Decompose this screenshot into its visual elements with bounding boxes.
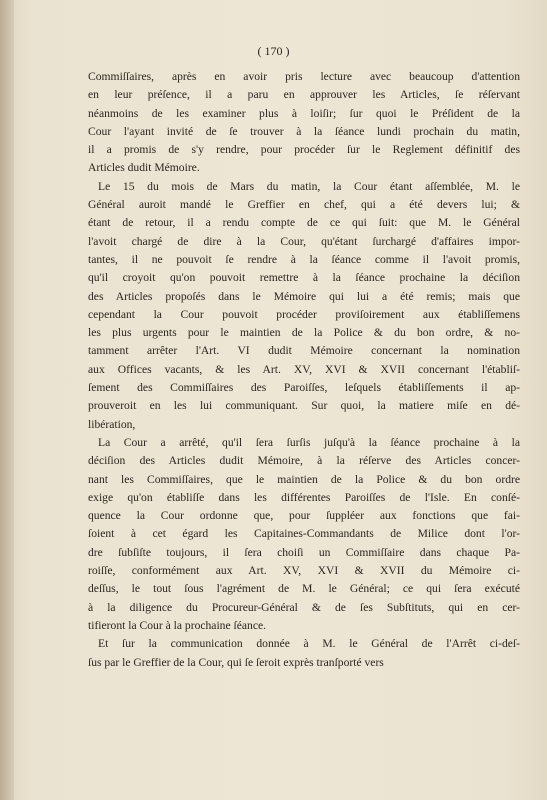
text-line: Commiſſaires, après en avoir pris lecture avec beaucoup d'attention bbox=[88, 70, 520, 83]
text-line: deſſus, le tout ſous l'agrément de M. le Général; ce qui ſera exécuté bbox=[88, 582, 520, 596]
text-line: ſement des Commiſſaires des Paroiſſes, leſquels établiſſements il ap- bbox=[88, 381, 520, 395]
paragraph bbox=[88, 68, 520, 178]
text-line: en leur préſence, il a paru en approuver les Articles, ſe réſervant bbox=[88, 88, 520, 102]
text-line: tifieront la Cour à la prochaine ſéance. bbox=[88, 618, 267, 632]
text-line: étant de retour, il a rendu compte de ce qui ſuit: que M. le Général bbox=[88, 216, 520, 230]
text-line: les plus urgents pour le maintien de la Police & du bon ordre, & no- bbox=[88, 326, 520, 340]
text-line: aux Offices vacants, & les Art. XV, XVI & XVII concernant l'établiſ- bbox=[88, 362, 520, 376]
text-line: nant les Commiſſaires, que le maintien de la Police & du bon ordre bbox=[88, 472, 520, 486]
text-line: Articles dudit Mémoire. bbox=[88, 161, 200, 175]
text-line: prouveroit en les lui communiquant. Sur quoi, la matiere miſe en dé- bbox=[88, 399, 520, 413]
text-line: déciſion des Articles dudit Mémoire, à la réſerve des Articles concer- bbox=[88, 454, 520, 468]
text-line: qu'il croyoit qu'on pouvoit remettre à la ſéance prochaine la déciſion bbox=[88, 271, 520, 285]
text-line: il a promis de s'y rendre, pour procéder ſur le Reglement définitif des bbox=[88, 143, 520, 157]
text-line: Le 15 du mois de Mars du matin, la Cour étant aſſemblée, M. le bbox=[98, 179, 520, 193]
text-line: La Cour a arrêté, qu'il ſera ſurſis juſqu'à la ſéance prochaine à la bbox=[98, 435, 520, 449]
text-line: tantes, il ne pouvoit ſe rendre à la ſéance comme il l'avoit promis, bbox=[88, 252, 520, 266]
text-line: libération, bbox=[88, 417, 136, 431]
text-line: dre ſubſiſte toujours, il ſera choiſi un Commiſſaire dans chaque Pa- bbox=[88, 545, 520, 559]
text-line: ſus par le Greffier de la Cour, qui ſe ſeroit exprès tranſporté vers bbox=[88, 655, 384, 669]
text-line: cependant la Cour pouvoit procéder proviſoirement aux établiſſemens bbox=[88, 307, 520, 321]
text-line: Cour l'ayant invité de ſe trouver à la ſéance lundi prochain du matin, bbox=[88, 124, 520, 138]
page-text-block bbox=[88, 68, 520, 672]
paragraph bbox=[88, 434, 520, 635]
text-line: roiſſe, conformément aux Art. XV, XVI & XVII du Mémoire ci- bbox=[88, 564, 520, 578]
paragraph bbox=[88, 635, 520, 672]
text-line: l'avoit chargé de dire à la Cour, qu'étant ſurchargé d'affaires impor- bbox=[88, 234, 520, 248]
text-line: Et ſur la communication donnée à M. le Général de l'Arrêt ci-deſ- bbox=[98, 637, 520, 651]
text-line: à la diligence du Procureur-Général & de ſes Subſtituts, qui en cer- bbox=[88, 600, 520, 614]
page-gutter-shadow bbox=[0, 0, 14, 800]
text-line: exige qu'on établiſſe dans les différentes Paroiſſes de l'Isle. En conſé- bbox=[88, 490, 520, 504]
paragraph bbox=[88, 178, 520, 434]
text-line: des Articles propoſés dans le Mémoire qui lui a été remis; mais que bbox=[88, 289, 520, 303]
text-line: Général auroit mandé le Greffier en chef, qui a été devers lui; & bbox=[88, 198, 520, 212]
text-line: quence la Cour ordonne que, pour ſuppléer aux fonctions que fai- bbox=[88, 509, 520, 523]
text-line: néanmoins de les examiner plus à loiſir; ſur quoi le Préſident de la bbox=[88, 106, 520, 120]
page-number: ( 170 ) bbox=[257, 44, 290, 58]
text-line: ſoient à cet égard les Capitaines-Commandants de Milice dont l'or- bbox=[88, 527, 520, 541]
text-line: tamment arrêter l'Art. VI dudit Mémoire concernant la nomination bbox=[88, 344, 520, 358]
